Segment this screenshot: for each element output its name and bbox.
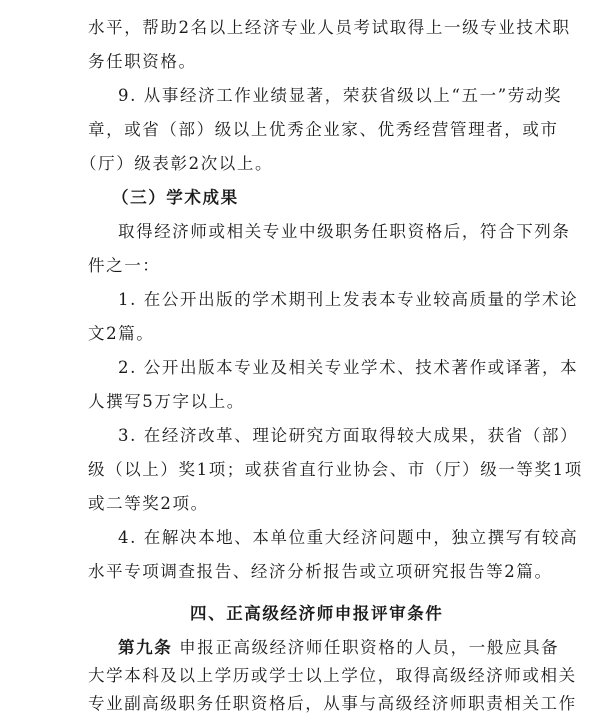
text-line: 文2篇。 — [88, 324, 155, 343]
article-label: 第九条 — [118, 638, 173, 657]
article-text: 申报正高级经济师任职资格的人员，一般应具备 — [179, 638, 560, 657]
text-line: 级（以上）奖1项；或获省直行业协会、市（厅）级一等奖1项 — [88, 460, 583, 479]
text-line: 9. 从事经济工作业绩显著，荣获省级以上“五一”劳动奖 — [118, 86, 563, 105]
text-line: 1. 在公开出版的学术期刊上发表本专业较高质量的学术论 — [118, 290, 579, 309]
text-line: 3. 在经济改革、理论研究方面取得较大成果，获省（部） — [118, 426, 579, 445]
text-line: 水平专项调查报告、经济分析报告或立项研究报告等2篇。 — [88, 562, 553, 581]
text-line: 件之一： — [88, 256, 161, 275]
text-line: 人撰写5万字以上。 — [88, 392, 245, 411]
text-line: 取得经济师或相关专业中级职务任职资格后，符合下列条 — [118, 222, 571, 241]
text-line: 专业副高级职务任职资格后，从事与高级经济师职责相关工作 — [88, 694, 577, 713]
text-line: 章，或省（部）级以上优秀企业家、优秀经营管理者，或市 — [88, 120, 559, 139]
text-line: （厅）级表彰2次以上。 — [80, 154, 274, 173]
text-line: 水平，帮助2名以上经济专业人员考试取得上一级专业技术职 — [88, 18, 571, 37]
article-first-line — [118, 638, 559, 658]
subsection-heading: （三）学术成果 — [112, 188, 239, 207]
text-line: 4. 在解决本地、本单位重大经济问题中，独立撰写有较高 — [118, 528, 579, 547]
text-line: 务任职资格。 — [88, 52, 197, 71]
text-line: 或二等奖2项。 — [88, 494, 209, 513]
section-heading: 四、正高级经济师申报评审条件 — [190, 604, 444, 623]
text-line: 2. 公开出版本专业及相关专业学术、技术著作或译著，本 — [118, 358, 579, 377]
text-line: 大学本科及以上学历或学士以上学位，取得高级经济师或相关 — [88, 666, 577, 685]
